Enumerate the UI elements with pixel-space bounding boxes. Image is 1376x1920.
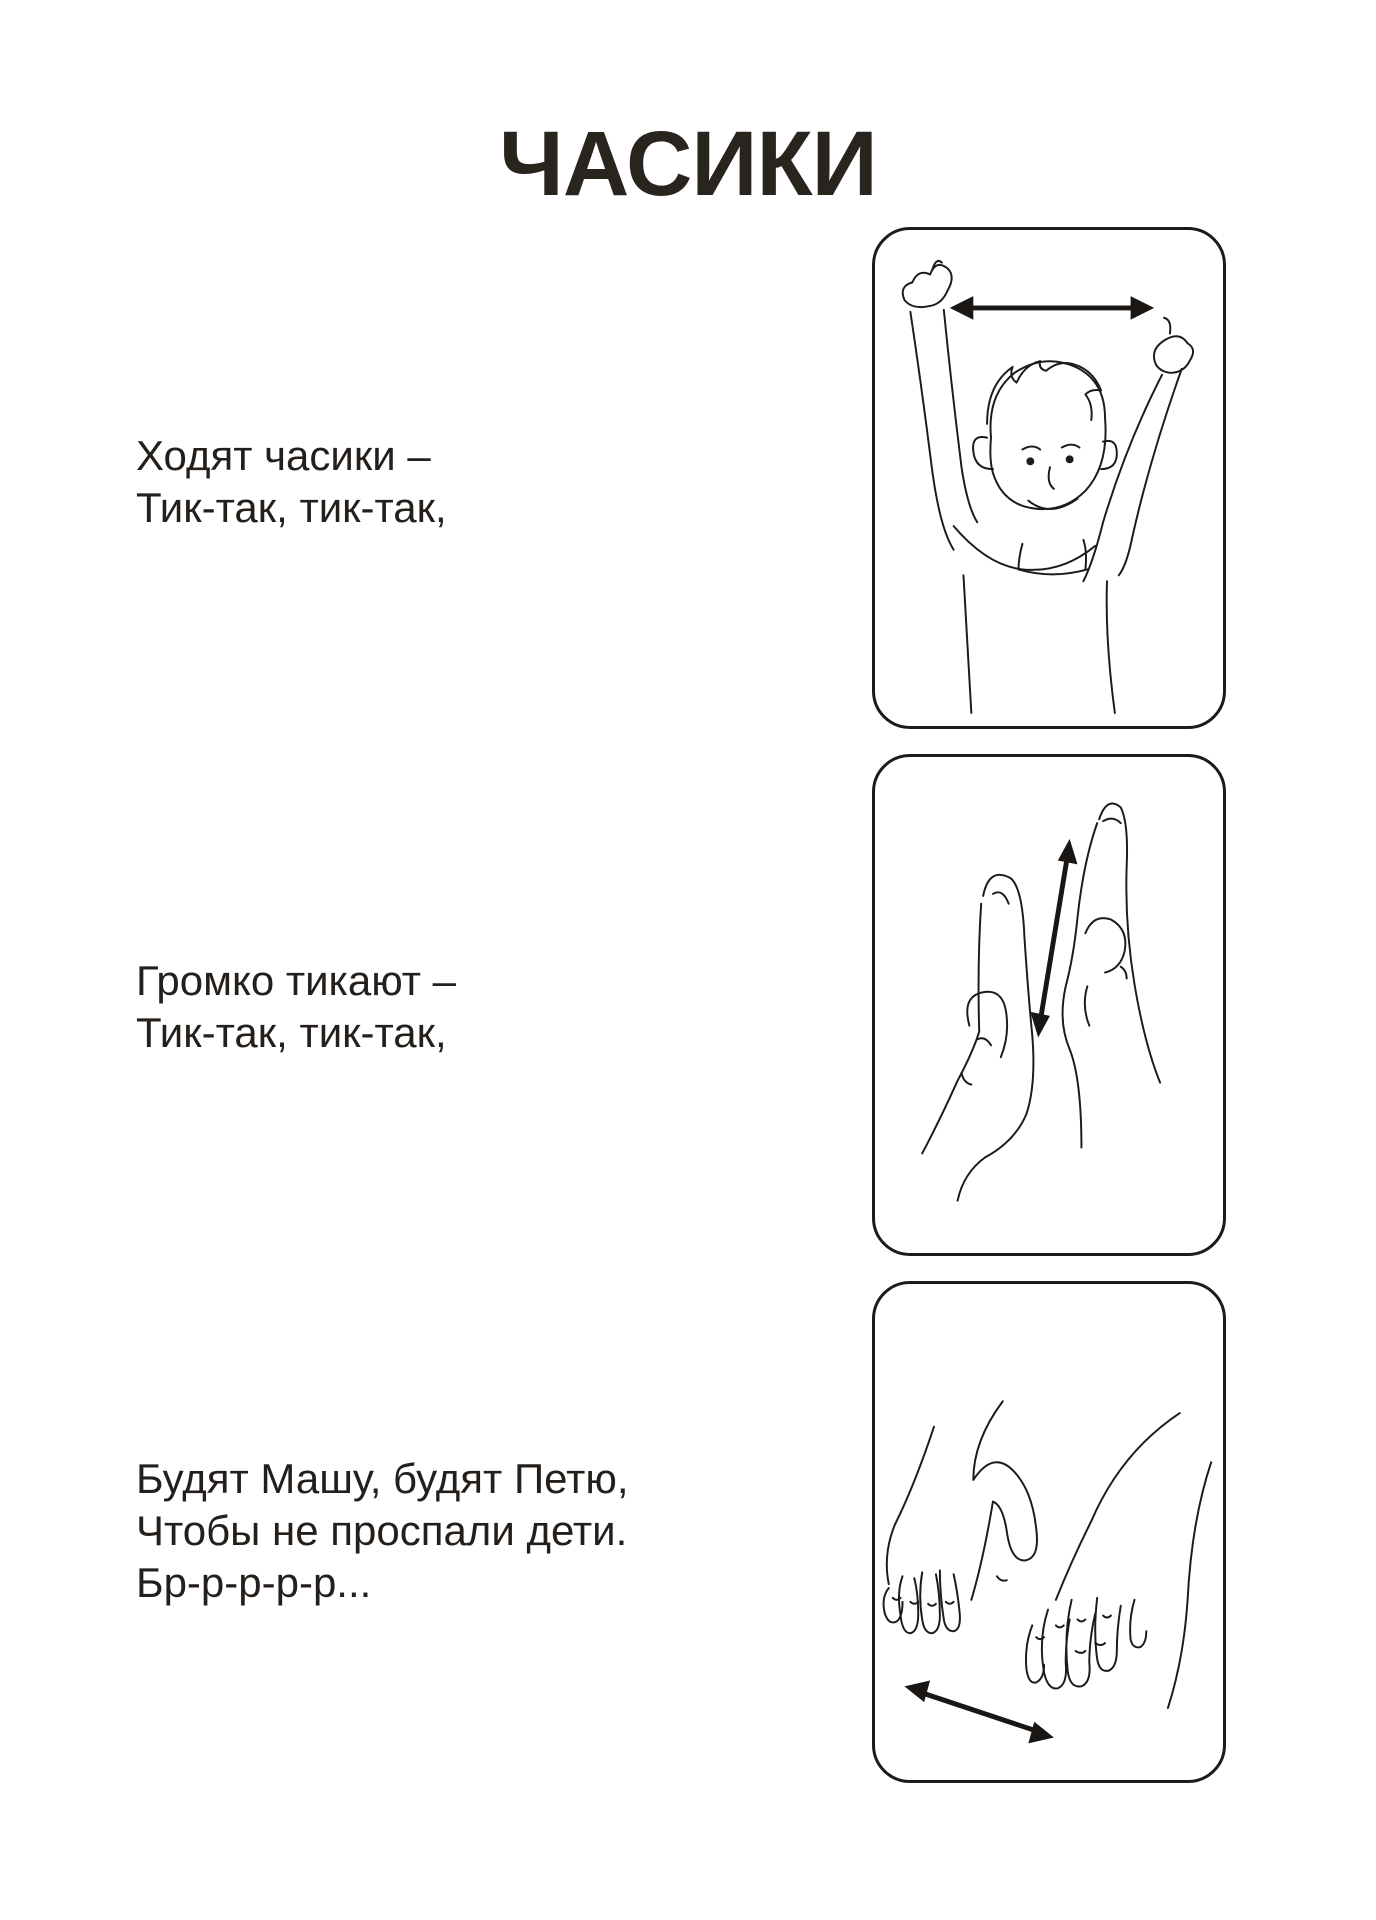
verse-2-line-2: Тик-так, тик-так,	[136, 1009, 447, 1056]
illustration-panel-2	[872, 754, 1226, 1256]
hands-tapping-icon	[875, 1284, 1223, 1780]
palms-together-icon	[875, 757, 1223, 1253]
illustration-panel-1	[872, 227, 1226, 729]
verse-1-line-1: Ходят часики –	[136, 432, 431, 479]
verse-2	[136, 955, 456, 1059]
verse-3-line-1: Будят Машу, будят Петю,	[136, 1455, 629, 1502]
verse-3	[136, 1453, 629, 1609]
illustration-panel-3	[872, 1281, 1226, 1783]
verse-1	[136, 430, 447, 534]
page-title: ЧАСИКИ	[499, 113, 877, 215]
boy-arms-raised-icon	[875, 230, 1223, 726]
verse-2-line-1: Громко тикают –	[136, 957, 457, 1004]
verse-1-line-2: Тик-так, тик-так,	[136, 484, 447, 531]
verse-3-line-3: Бр-р-р-р-р...	[136, 1559, 372, 1606]
verse-3-line-2: Чтобы не проспали дети.	[136, 1507, 628, 1554]
